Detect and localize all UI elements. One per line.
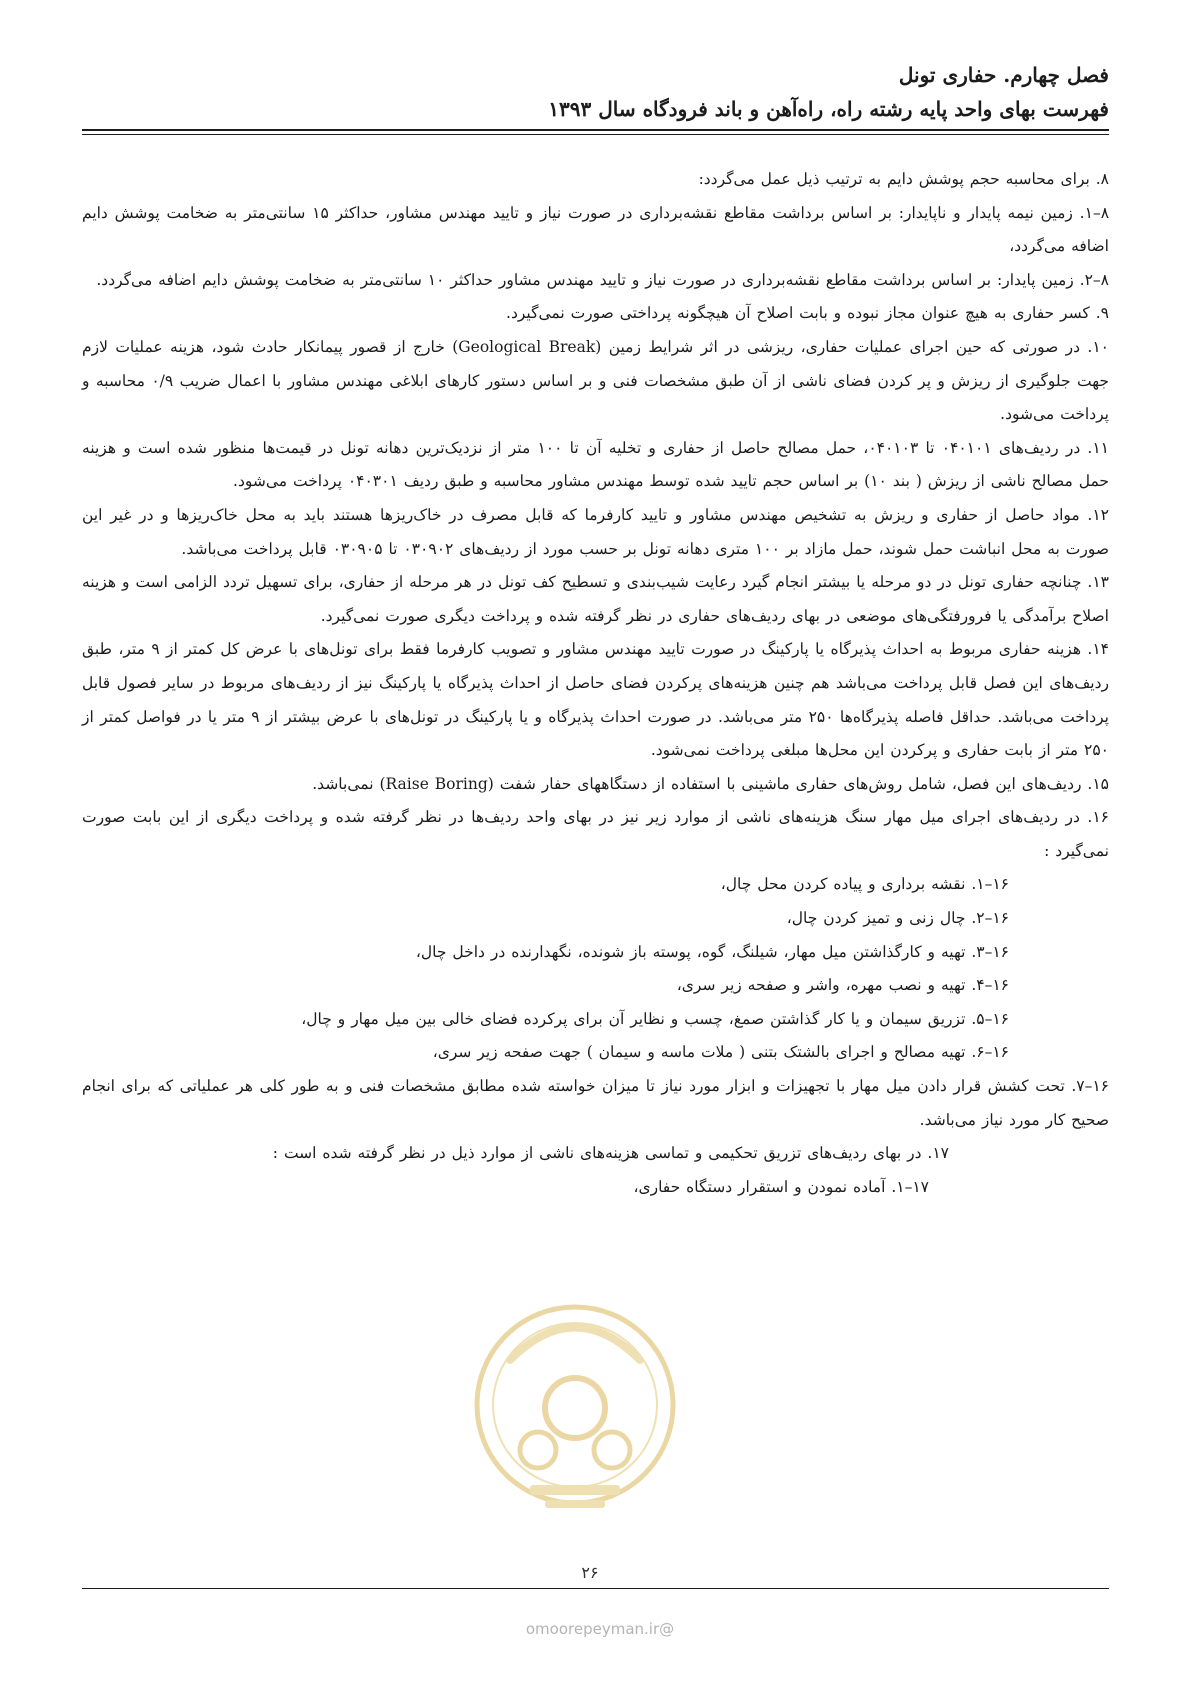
- item-16-7: ۱۶–۷. تحت کشش قرار دادن میل مهار با تجهیزات و ابزار مورد نیاز تا میزان خواسته شده مطابق مشخصات فنی و به طور کلی هر عملیاتی که برای انجام صحیح کار مورد نیاز می‌باشد.: [82, 1077, 1109, 1129]
- item-8: ۸. برای محاسبه حجم پوشش دایم به ترتیب ذیل عمل می‌گردد:: [698, 170, 1109, 188]
- item-16-6: ۱۶–۶. تهیه مصالح و اجرای بالشتک بتنی ( ملات ماسه و سیمان ) جهت صفحه زیر سری،: [432, 1043, 1009, 1062]
- item-16-3: ۱۶–۳. تهیه و کارگذاشتن میل مهار، شیلنگ، گوه، پوسته باز شونده، نگهدارنده در داخل چال،: [415, 942, 1009, 961]
- document-body: [82, 163, 1109, 1204]
- item-8-2: ۸–۲. زمین پایدار: بر اساس برداشت مقاطع نقشه‌برداری در صورت نیاز و تایید مهندس مشاور حداکثر ۱۰ سانتی‌متر به ضخامت پوشش دایم اضافه می‌گردد.: [96, 270, 1109, 289]
- document-subtitle: فهرست بهای واحد پایه رشته راه، راه‌آهن و باند فرودگاه سال ۱۳۹۳: [548, 97, 1109, 121]
- item-14: ۱۴. هزینه حفاری مربوط به احداث پذیرگاه یا پارکینگ در صورت تایید مهندس مشاور و تصویب کارفرما فقط برای تونل‌های با عرض کل کمتر از ۹ متر، طبق ردیف‌های این فصل قابل پرداخت می‌باشد هم چنین هزینه‌های پرکردن فضای حاصل از احداث پذیرگاه یا پارکینگ نیز از ردیف‌های مربوط در سایر فصول قابل پرداخت می‌باشد. حداقل فاصله پذیرگاه‌ها ۲۵۰ متر می‌باشد. در صورت احداث پذیرگاه و یا پارکینگ در تونل‌های با عرض بیشتر از ۹ متر یا در فواصل کمتر از ۲۵۰ متر از بابت حفاری و پرکردن این محل‌ها مبلغی پرداخت نمی‌شود.: [82, 640, 1110, 760]
- item-11: ۱۱. در ردیف‌های ۰۴۰۱۰۱ تا ۰۴۰۱۰۳، حمل مصالح حاصل از حفاری و تخلیه آن تا ۱۰۰ متر از نزدیک‌ترین دهانه تونل در قیمت‌ها منظور شده است و هزینه حمل مصالح ناشی از ریزش ( بند ۱۰) بر اساس حجم تایید شده توسط مهندس مشاور محاسبه و طبق ردیف ۰۴۰۳۰۱ پرداخت می‌شود.: [82, 438, 1109, 491]
- item-15-text-b: ) نمی‌باشد.: [312, 774, 386, 793]
- item-16-4: ۱۶–۴. تهیه و نصب مهره، واشر و صفحه زیر سری،: [676, 976, 1009, 995]
- item-17: ۱۷. در بهای ردیف‌های تزریق تحکیمی و تماسی هزینه‌های ناشی از موارد ذیل در نظر گرفته شده است :: [272, 1144, 949, 1163]
- item-8-1: ۸–۱. زمین نیمه پایدار و ناپایدار: بر اساس برداشت مقاطع نقشه‌برداری در صورت نیاز و تایید مهندس مشاور، حداکثر ۱۵ سانتی‌متر به ضخامت پوشش دایم اضافه می‌گردد،: [82, 203, 1110, 256]
- page-header: [548, 58, 1109, 126]
- footer-rule: [82, 1588, 1109, 1589]
- item-16: ۱۶. در ردیف‌های اجرای میل مهار سنگ هزینه‌های ناشی از موارد زیر نیز در بهای واحد ردیف‌ها در نظر گرفته شده و پرداخت دیگری از این بابت صورت نمی‌گیرد :: [82, 808, 1109, 860]
- item-12: ۱۲. مواد حاصل از حفاری و ریزش به تشخیص مهندس مشاور و تایید کارفرما که قابل مصرف در خاک‌ریزها هستند باید به محل خاک‌ریزها و در غیر این صورت به محل انباشت حمل شوند، حمل مازاد بر ۱۰۰ متری دهانه تونل بر حسب مورد از ردیف‌های ۰۳۰۹۰۲ تا ۰۳۰۹۰۵ قابل پرداخت می‌باشد.: [82, 505, 1109, 558]
- item-16-1: ۱۶–۱. نقشه برداری و پیاده کردن محل چال،: [720, 875, 1009, 894]
- item-17-1: ۱۷–۱. آماده نمودن و استقرار دستگاه حفاری،: [633, 1177, 929, 1196]
- header-rule-thin: [82, 134, 1109, 135]
- item-15-text-a: ۱۵. ردیف‌های این فصل، شامل روش‌های حفاری ماشینی با استفاده از دستگاههای حفار شفت (: [487, 774, 1109, 793]
- item-10: [82, 331, 1109, 432]
- page-number: ۲۶: [581, 1563, 599, 1582]
- item-16-2: ۱۶–۲. چال زنی و تمیز کردن چال،: [786, 909, 1009, 928]
- geological-break-term: Geological Break: [458, 337, 596, 356]
- raise-boring-term: Raise Boring: [385, 774, 488, 793]
- item-13: ۱۳. چنانچه حفاری تونل در دو مرحله یا بیشتر انجام گیرد رعایت شیب‌بندی و تسطیح کف تونل در هر مرحله از حفاری، برای تسهیل تردد الزامی است و هزینه اصلاح برآمدگی یا فرورفتگی‌های موضعی در بهای ردیف‌های حفاری در نظر گرفته شده و پرداخت دیگری صورت نمی‌گیرد.: [82, 573, 1109, 625]
- item-10-text-a: ۱۰. در صورتی که حین اجرای عملیات حفاری، ریزشی در اثر شرایط زمین (: [595, 337, 1110, 356]
- chapter-title: فصل چهارم. حفاری تونل: [898, 63, 1109, 87]
- item-16-5: ۱۶–۵. تزریق سیمان و یا کار گذاشتن صمغ، چسب و نظایر آن برای پرکرده فضای خالی بین میل مهار و چال،: [301, 1009, 1009, 1028]
- header-rule-thick: [82, 129, 1109, 131]
- item-15: [82, 768, 1109, 802]
- watermark-url: @omoorepeyman.ir: [525, 1620, 675, 1638]
- item-10-text-b: ) خارج از قصور پیمانکار حادث شود، هزینه عملیات لازم جهت جلوگیری از ریزش و پر کردن فضای ناشی از آن طبق مشخصات فنی و بر اساس دستور کارهای ابلاغی مهندس مشاور با اعمال ضریب ۰/۹ محاسبه و پرداخت می‌شود.: [82, 337, 1109, 424]
- seal-logo-icon: [470, 1300, 680, 1530]
- item-9: ۹. کسر حفاری به هیچ عنوان مجاز نبوده و بابت اصلاح آن هیچگونه پرداختی صورت نمی‌گیرد.: [506, 304, 1109, 323]
